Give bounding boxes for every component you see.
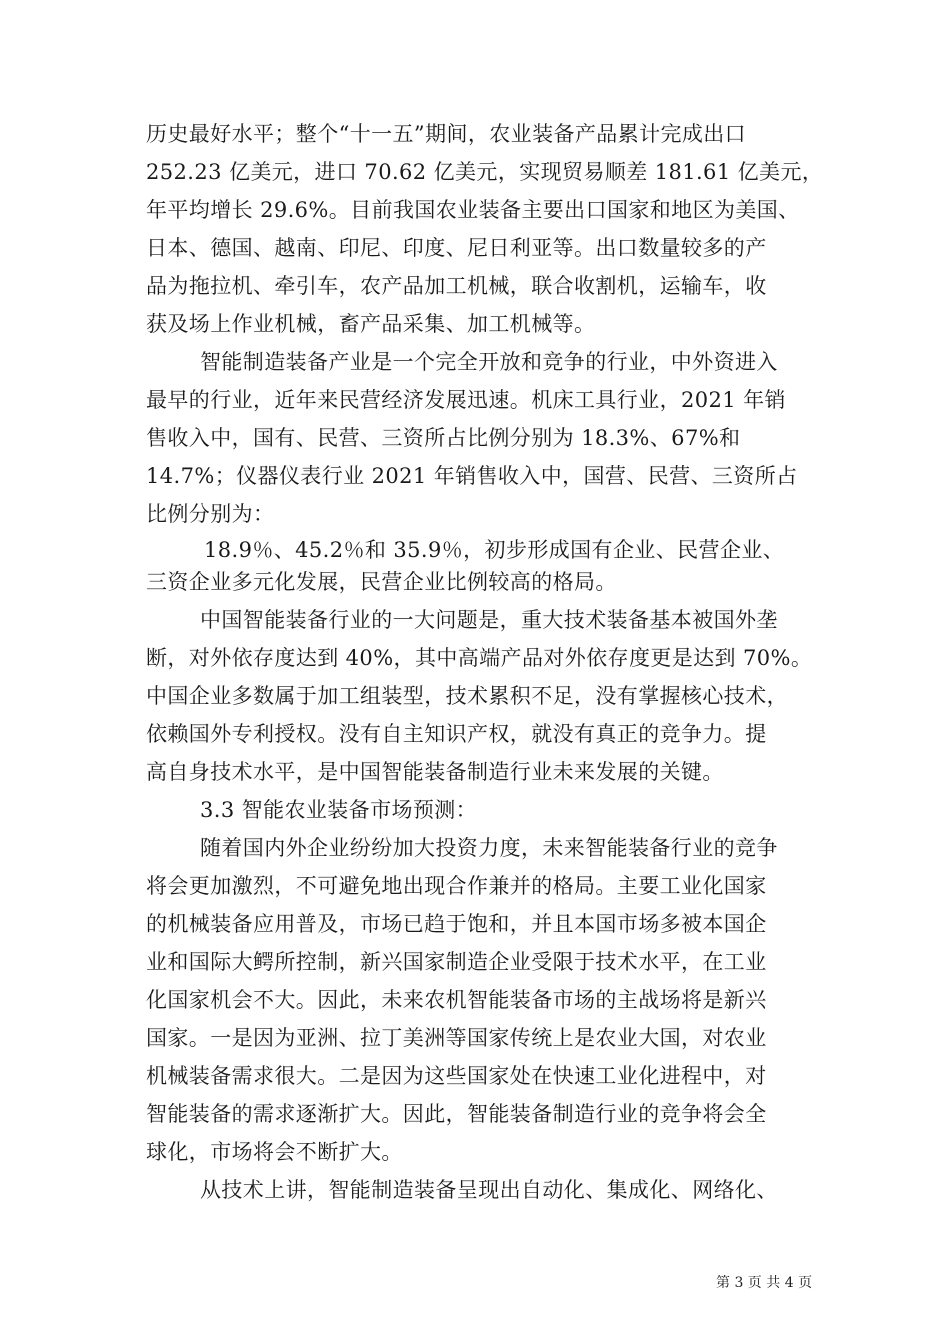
text-line: 18.9％、45.2％和 35.9％，初步形成国有企业、民营企业、 <box>204 538 785 562</box>
text-line: 智能制造装备产业是一个完全开放和竞争的行业，中外资进入 <box>200 350 778 374</box>
text-line: 最早的行业，近年来民营经济发展迅速。机床工具行业，2021 年销 <box>146 388 786 412</box>
text-line: 机械装备需求很大。二是因为这些国家处在快速工业化进程中，对 <box>146 1064 767 1088</box>
section-heading: 3.3 智能农业装备市场预测： <box>200 798 478 822</box>
text-line: 化国家机会不大。因此，未来农机智能装备市场的主战场将是新兴 <box>146 988 767 1012</box>
text-line: 从技术上讲，智能制造装备呈现出自动化、集成化、网络化、 <box>200 1178 778 1202</box>
text-line: 高自身技术水平，是中国智能装备制造行业未来发展的关键。 <box>146 760 724 784</box>
text-line: 的机械装备应用普及，市场已趋于饱和，并且本国市场多被本国企 <box>146 912 767 936</box>
page-indicator: 第 3 页 共 4 页 <box>716 1275 813 1291</box>
text-line: 球化，市场将会不断扩大。 <box>146 1140 403 1164</box>
text-line: 售收入中，国有、民营、三资所占比例分别为 18.3%、67%和 <box>146 426 741 450</box>
text-line: 日本、德国、越南、印尼、印度、尼日利亚等。出口数量较多的产 <box>146 236 767 260</box>
text-line: 国家。一是因为亚洲、拉丁美洲等国家传统上是农业大国，对农业 <box>146 1026 767 1050</box>
text-line: 智能装备的需求逐渐扩大。因此，智能装备制造行业的竞争将会全 <box>146 1102 767 1126</box>
text-line: 年平均增长 29.6%。目前我国农业装备主要出口国家和地区为美国、 <box>146 198 800 222</box>
text-line: 断，对外依存度达到 40%，其中高端产品对外依存度更是达到 70%。 <box>146 646 813 670</box>
text-line: 中国企业多数属于加工组装型，技术累积不足，没有掌握核心技术， <box>146 684 788 708</box>
text-line: 三资企业多元化发展，民营企业比例较高的格局。 <box>146 570 617 594</box>
text-line: 业和国际大鳄所控制，新兴国家制造企业受限于技术水平，在工业 <box>146 950 767 974</box>
text-line: 依赖国外专利授权。没有自主知识产权，就没有真正的竞争力。提 <box>146 722 767 746</box>
text-line: 14.7%；仪器仪表行业 2021 年销售收入中，国营、民营、三资所占 <box>146 464 798 488</box>
text-line: 获及场上作业机械，畜产品采集、加工机械等。 <box>146 312 596 336</box>
text-line: 252.23 亿美元，进口 70.62 亿美元，实现贸易顺差 181.61 亿美元， <box>146 160 824 184</box>
text-line: 历史最好水平；整个“十一五”期间，农业装备产品累计完成出口 <box>146 122 747 146</box>
text-line: 品为拖拉机、牵引车，农产品加工机械，联合收割机，运输车，收 <box>146 274 767 298</box>
text-line: 中国智能装备行业的一大问题是，重大技术装备基本被国外垄 <box>200 608 778 632</box>
text-line: 随着国内外企业纷纷加大投资力度，未来智能装备行业的竞争 <box>200 836 778 860</box>
text-line: 将会更加激烈，不可避免地出现合作兼并的格局。主要工业化国家 <box>146 874 767 898</box>
text-line: 比例分别为： <box>146 502 275 526</box>
